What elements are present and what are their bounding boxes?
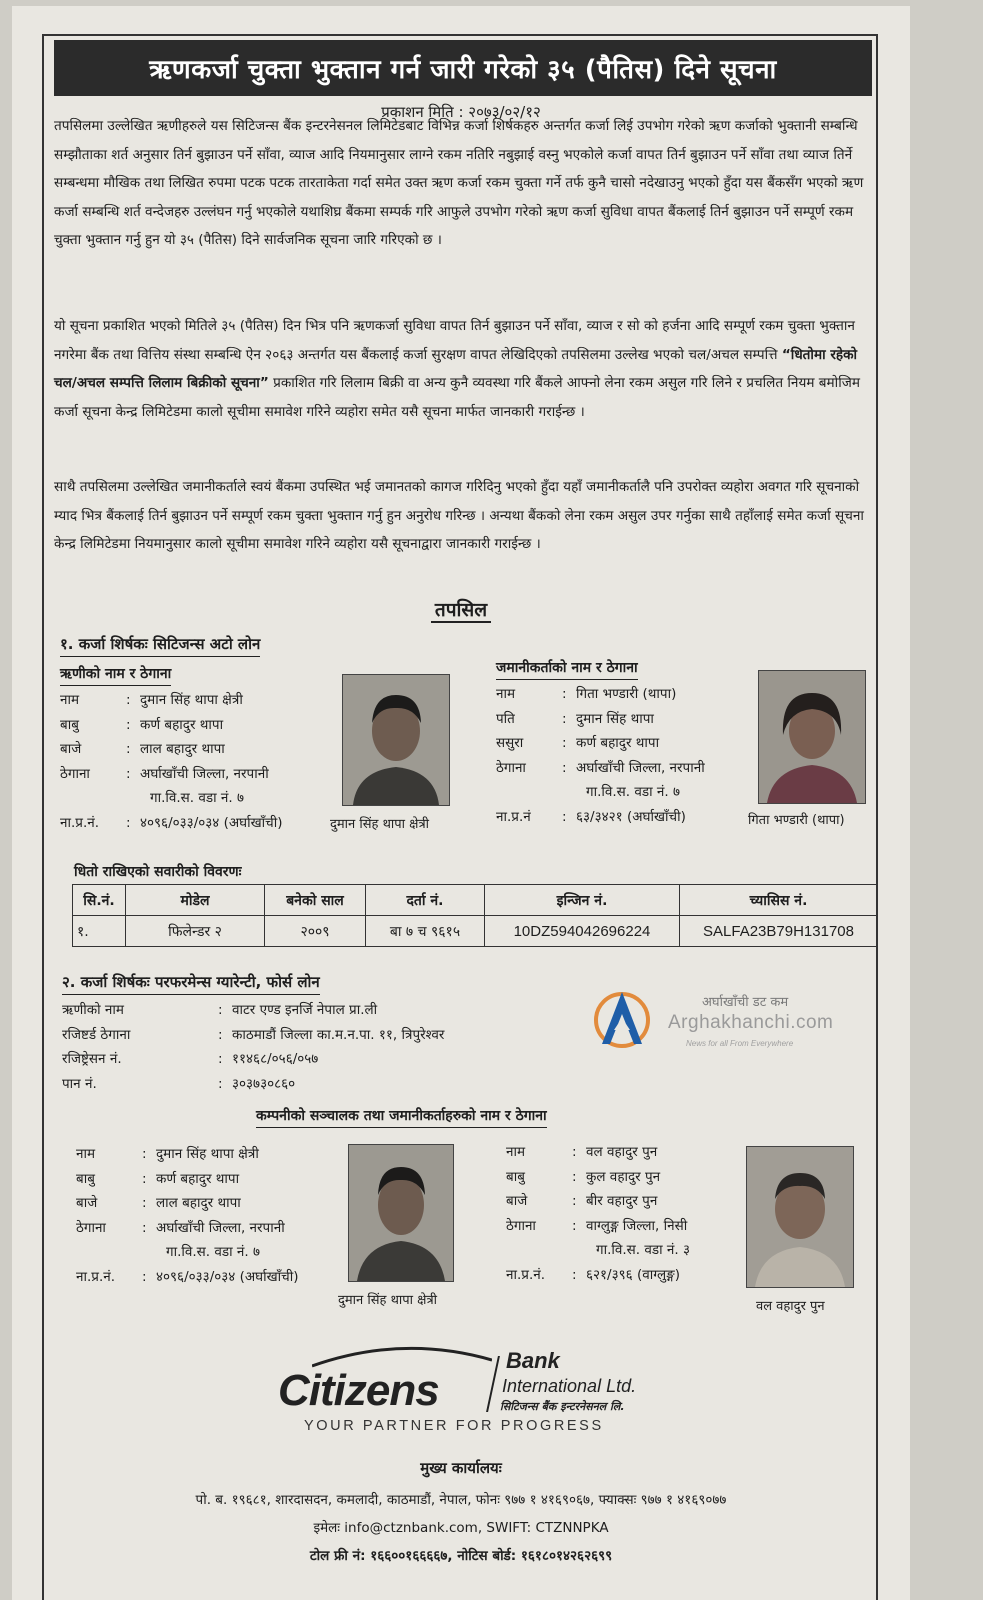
director-2-photo [746,1146,854,1288]
detail-row: ठेगाना : अर्घाखाँची जिल्ला, नरपानी [76,1219,285,1236]
watermark-site: Arghakhanchi.com [668,1012,834,1033]
person-photo-icon [349,1145,453,1281]
paragraph-1 [54,112,874,255]
table-row [73,916,878,947]
logo-nepali-name: सिटिजन्स बैंक इन्टरनेसनल लि. [500,1400,625,1413]
detail-row: नाम : गिता भण्डारी (थापा) [496,686,677,702]
watermark-tagline: News for all From Everywhere [686,1039,794,1048]
table-cell: २००९ [265,916,366,947]
table-cell: SALFA23B79H131708 [680,916,878,947]
tapsil-title: तपसिल [12,596,910,622]
table-cell: फिलेन्डर २ [126,916,265,947]
paragraph-2-bold: “धितोमा रहेको चल/अचल सम्पत्ति लिलाम बिक्रीको सूचना” [54,346,858,392]
detail-row: बाजे : बीर वहादुर पुन [506,1193,658,1209]
table-cell: १. [73,916,126,947]
logo-international: International Ltd. [502,1376,637,1396]
table-header-row [73,885,878,916]
detail-row: गा.वि.स. वडा नं. ७ [586,784,681,800]
table-header: सि.नं. [73,885,126,916]
director-2-photo-caption: वल वहादुर पुन [756,1299,825,1314]
borrower-heading: ऋणीको नाम र ठेगाना [60,664,171,686]
detail-row: नाम : दुमान सिंह थापा क्षेत्री [60,692,243,708]
detail-row: ना.प्र.नं. : ६२१/३९६ (वाग्लुङ्ग) [506,1266,680,1283]
detail-row: बाजे : लाल बहादुर थापा [60,741,225,757]
detail-row: ठेगाना : अर्घाखाँची जिल्ला, नरपानी [496,759,705,776]
watermark-subtitle: अर्घाखाँची डट कम [702,995,789,1010]
detail-row: ना.प्र.नं : ६३/३४२१ (अर्घाखाँची) [496,808,686,825]
detail-row: नाम : दुमान सिंह थापा क्षेत्री [76,1146,259,1162]
person-photo-icon [747,1147,853,1287]
bank-tollfree: टोल फ्री नं: १६६००१६६६६७, नोटिस बोर्ड: १६१८०१४२६२६९९ [309,1548,613,1564]
paragraph-2 [54,312,874,426]
head-office-title: मुख्य कार्यालयः [420,1459,502,1477]
section-2-title: २. कर्जा शिर्षकः परफरमेन्स ग्यारेन्टी, फोर्स लोन [62,972,320,995]
vehicle-table [72,884,878,947]
detail-row: नाम : वल वहादुर पुन [506,1144,658,1160]
table-header: इन्जिन नं. [485,885,680,916]
table-header: च्यासिस नं. [680,885,878,916]
detail-row: रजिष्टर्ड ठेगाना : काठमाडौं जिल्ला का.म.न.पा. ११, त्रिपुरेश्वर [62,1026,445,1043]
publication-date: प्रकाशन मिति : २०७३/०२/१२ [381,103,541,121]
paragraph-3-text: साथै तपसिलमा उल्लेखित जमानीकर्ताले स्वयं बैंकमा उपस्थित भई जमानतको कागज गरिदिनु भएको हुँदा यहाँ जमानीकर्तालै पनि उपरोक्त व्यहोरा अवगत गरि सूचनाको म्याद भित्र बैंकलाई तिर्न बुझाउन पर्ने सम्पूर्ण रकम चुक्ता भुक्तान गर्नु हुन अनुरोध गरिन्छ । अन्यथा बैंकको लेना रकम असुल उपर गर्नुका साथै तहाँलाई समेत कर्जा सूचना केन्द्र लिमिटेडमा नियमानुसार कालो सूचीमा समावेश गरिने व्यहोरा यसै सूचनाद्वारा जानकारी गराईन्छ । [54,479,864,553]
director-2-details [506,1140,690,1287]
bank-address: पो. ब. १९६८१, शारदासदन, कमलादी, काठमाडौं, नेपाल, फोनः ९७७ १ ४१६९०६७, फ्याक्सः ९७७ १ ४१६९०७७ [195,1492,727,1508]
detail-row: ना.प्र.नं. : ४०९६/०३३/०३४ (अर्घाखाँची) [76,1268,299,1285]
paragraph-2-text-a: यो सूचना प्रकाशित भएको मितिले ३५ (पैतिस) दिन भित्र पनि ऋणकर्जा सुविधा वापत तिर्न बुझाउन पर्ने साँवा, व्याज र सो को हर्जना आदि सम्पूर्ण रकम चुक्ता भुक्तान नगरेमा बैंक तथा वित्तिय संस्था सम्बन्धि ऐन २०६३ अन्तर्गत यस बैंकलाई कर्जा सुरक्षण वापत लेखिदिएको तपसिलमा उल्लेख भएको चल/अचल सम्पत्ति [54,318,855,363]
borrower-photo [342,674,450,806]
citizens-logo-word: Citizens [278,1366,439,1415]
bank-email: इमेलः info@ctznbank.com, SWIFT: CTZNNPKA [313,1520,609,1536]
table-header: बनेको साल [265,885,366,916]
logo-bank-word: Bank [506,1348,560,1373]
borrower-details [60,688,283,835]
detail-row: बाबु : कर्ण बहादुर थापा [76,1170,240,1187]
detail-row: ऋणीको नाम : वाटर एण्ड इनर्जि नेपाल प्रा.ली [62,1002,378,1018]
paragraph-3 [54,473,874,559]
guarantor-heading: जमानीकर्ताको नाम र ठेगाना [496,658,638,680]
detail-row: ठेगाना : अर्घाखाँची जिल्ला, नरपानी [60,765,269,782]
detail-row: गा.वि.स. वडा नं. ७ [150,790,245,806]
table-header: मोडेल [126,885,265,916]
detail-row: बाबु : कुल वहादुर पुन [506,1168,661,1185]
table-cell: 10DZ594042696224 [485,916,680,947]
vehicle-title: धितो राखिएको सवारीको विवरणः [74,864,242,880]
director-1-photo-caption: दुमान सिंह थापा क्षेत्री [338,1293,438,1308]
guarantor-details [496,682,705,829]
detail-row: बाबु : कर्ण बहादुर थापा [60,716,224,733]
paragraph-1-text: तपसिलमा उल्लेखित ऋणीहरुले यस सिटिजन्स बैंक इन्टरनेसनल लिमिटेडबाट विभिन्न कर्जा शिर्षकहरु अन्तर्गत कर्जा लिई उपभोग गरेको ऋण कर्जाको भुक्तानी सम्बन्धि सम्झौताका शर्त अनुसार तिर्न बुझाउन पर्ने साँवा, व्याज आदि नियमानुसार लाग्ने रकम नतिरि नबुझाई वस्नु भएकोले कर्जा वापत तिर्न बुझाउन पर्ने साँवा तथा व्याज तिर्ने सम्बन्धमा मौखिक तथा लिखित रुपमा पटक पटक तारताकेता गर्दा समेत उक्त ऋण कर्जा रकम चुक्ता गर्ने तर्फ कुनै चासो नदेखाउनु भएको हुँदा यस बैंकसँग भएको ऋण कर्जा सम्बन्धि शर्त वन्देजहरु उल्लंघन गर्नु भएकोले यथाशिघ्र बैंकमा सम्पर्क गरि आफुले उपभोग गरेको ऋण कर्जा सुविधा वापत बैंकलाई तिर्न बुझाउन पर्ने सम्पूर्ण रकम चुक्ता भुक्तान गर्नु हुन यो ३५ (पैतिस) दिने सार्वजनिक सूचना जारि गरिएको छ । [54,118,864,249]
borrower-photo-caption: दुमान सिंह थापा क्षेत्री [330,817,430,832]
person-photo-icon [343,675,449,805]
paragraph-2-text-b: प्रकाशित गरि लिलाम बिक्री वा अन्य कुनै व्यवस्था गरि बैंकले आफ्नो लेना रकम असुल गरि लिने र प्रचलित नियम बमोजिम कर्जा सूचना केन्द्र लिमिटेडमा कालो सूचीमा समावेश गरिने व्यहोरा समेत यसै सूचना मार्फत जानकारी गराईन्छ । [54,375,860,420]
detail-row: रजिष्ट्रेसन नं. : ११४६८/०५६/०५७ [62,1051,319,1067]
detail-row: ससुरा : कर्ण बहादुर थापा [496,735,660,751]
director-1-photo [348,1144,454,1282]
notice-headline: ऋणकर्जा चुक्ता भुक्तान गर्न जारी गरेको ३५ (पैतिस) दिने सूचना [54,40,872,96]
detail-row: पति : दुमान सिंह थापा [496,710,654,727]
bank-slogan: YOUR PARTNER FOR PROGRESS [304,1418,604,1434]
company-details [62,998,444,1096]
detail-row: गा.वि.स. वडा नं. ७ [166,1244,261,1260]
guarantor-photo [758,670,866,804]
detail-row: गा.वि.स. वडा नं. ३ [596,1242,691,1258]
table-header: दर्ता नं. [366,885,485,916]
section-1-title: १. कर्जा शिर्षकः सिटिजन्स अटो लोन [60,634,260,657]
directors-heading: कम्पनीको सञ्चालक तथा जमानीकर्ताहरुको नाम र ठेगाना [256,1106,547,1128]
guarantor-photo-caption: गिता भण्डारी (थापा) [748,813,845,828]
detail-row: बाजे : लाल बहादुर थापा [76,1195,241,1211]
person-photo-icon [759,671,865,803]
detail-row: ना.प्र.नं. : ४०९६/०३३/०३४ (अर्घाखाँची) [60,814,283,831]
detail-row: ठेगाना : वाग्लुङ्ग जिल्ला, निसी [506,1217,688,1234]
director-1-details [76,1142,299,1289]
table-cell: बा ७ च ९६१५ [366,916,485,947]
notice-sheet [12,6,910,1600]
detail-row: पान नं. : ३०३७३०८६० [62,1075,296,1092]
